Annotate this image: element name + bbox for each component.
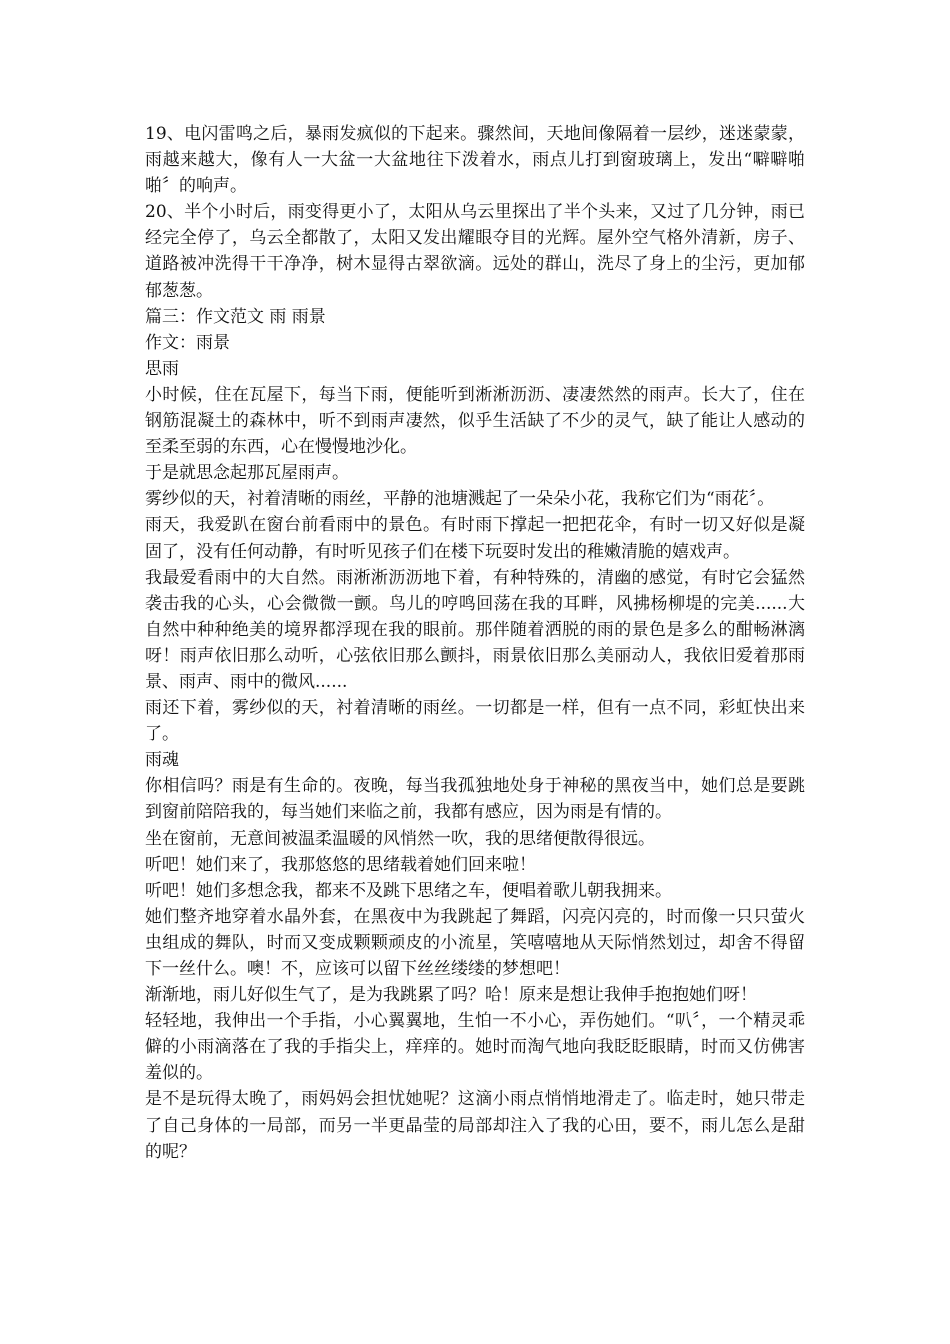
paragraph: 雾纱似的天，衬着清晰的雨丝，平静的池塘溅起了一朵朵小花，我称它们为“雨花〞。 <box>145 489 775 510</box>
paragraph: 她们整齐地穿着水晶外套，在黑夜中为我跳起了舞蹈，闪亮闪亮的，时而像一只只萤火虫组成的舞队，时而又变成颗颗顽皮的小流星，笑嘻嘻地从天际悄然划过，却舍不得留下一丝什么。噢！不，应该可以留下丝丝缕缕的梦想吧！ <box>145 906 805 979</box>
paragraph: 坐在窗前，无意间被温柔温暖的风悄然一吹，我的思绪便散得很远。 <box>145 828 655 849</box>
paragraph: 你相信吗？雨是有生命的。夜晚，每当我孤独地处身于神秘的黑夜当中，她们总是要跳到窗前陪陪我的，每当她们来临之前，我都有感应，因为雨是有情的。 <box>145 776 805 823</box>
paragraph-19: 19、电闪雷鸣之后，暴雨发疯似的下起来。骤然间，天地间像隔着一层纱，迷迷蒙蒙，雨越来越大，像有人一大盆一大盆地往下泼着水，雨点儿打到窗玻璃上，发出“噼噼啪啪〞的响声。 <box>145 124 805 197</box>
essay-title: 作文：雨景 <box>145 332 230 353</box>
paragraph: 是不是玩得太晚了，雨妈妈会担忧她呢？这滴小雨点悄悄地滑走了。临走时，她只带走了自己身体的一局部，而另一半更晶莹的局部却注入了我的心田，要不，雨儿怎么是甜的呢？ <box>145 1089 805 1162</box>
paragraph: 我最爱看雨中的大自然。雨淅淅沥沥地下着，有种特殊的，清幽的感觉，有时它会猛然袭击我的心头，心会微微一颤。鸟儿的哼鸣回荡在我的耳畔，风拂杨柳堤的完美......大自然中种种绝美的境界都浮现在我的眼前。那伴随着洒脱的雨的景色是多么的酣畅淋漓呀！雨声依旧那么动听，心弦依旧那么颤抖，雨景依旧那么美丽动人，我依旧爱着那雨景、雨声、雨中的微风...... <box>145 567 805 692</box>
paragraph-20: 20、半个小时后，雨变得更小了，太阳从乌云里探出了半个头来，又过了几分钟，雨已经完全停了，乌云全都散了，太阳又发出耀眼夺目的光辉。屋外空气格外清新，房子、道路被冲洗得干干净净，树木显得古翠欲滴。远处的群山，洗尽了身上的尘污，更加郁郁葱葱。 <box>145 202 805 301</box>
document-body <box>145 121 805 1165</box>
paragraph: 听吧！她们来了，我那悠悠的思绪载着她们回来啦！ <box>145 854 536 875</box>
paragraph: 渐渐地，雨儿好似生气了，是为我跳累了吗？哈！原来是想让我伸手抱抱她们呀！ <box>145 985 757 1006</box>
paragraph: 听吧！她们多想念我，都来不及跳下思绪之车，便唱着歌儿朝我拥来。 <box>145 880 672 901</box>
paragraph: 小时候，住在瓦屋下，每当下雨，便能听到淅淅沥沥、凄凄然然的雨声。长大了，住在钢筋混凝土的森林中，听不到雨声凄然，似乎生活缺了不少的灵气，缺了能让人感动的至柔至弱的东西，心在慢慢地沙化。 <box>145 384 805 458</box>
paragraph: 雨还下着，雾纱似的天，衬着清晰的雨丝。一切都是一样，但有一点不同，彩虹快出来了。 <box>145 698 805 745</box>
section-heading: 篇三：作文范文 雨 雨景 <box>145 306 326 327</box>
subtitle-si-yu: 思雨 <box>145 358 179 379</box>
subtitle-yu-hun: 雨魂 <box>145 750 179 771</box>
paragraph: 轻轻地，我伸出一个手指，小心翼翼地，生怕一不小心，弄伤她们。“叭〞，一个精灵乖僻的小雨滴落在了我的手指尖上，痒痒的。她时而淘气地向我眨眨眼睛，时而又仿佛害羞似的。 <box>145 1011 805 1084</box>
paragraph: 于是就思念起那瓦屋雨声。 <box>145 463 349 484</box>
paragraph: 雨天，我爱趴在窗台前看雨中的景色。有时雨下撑起一把把花伞，有时一切又好似是凝固了，没有任何动静，有时听见孩子们在楼下玩耍时发出的稚嫩清脆的嬉戏声。 <box>145 515 805 562</box>
